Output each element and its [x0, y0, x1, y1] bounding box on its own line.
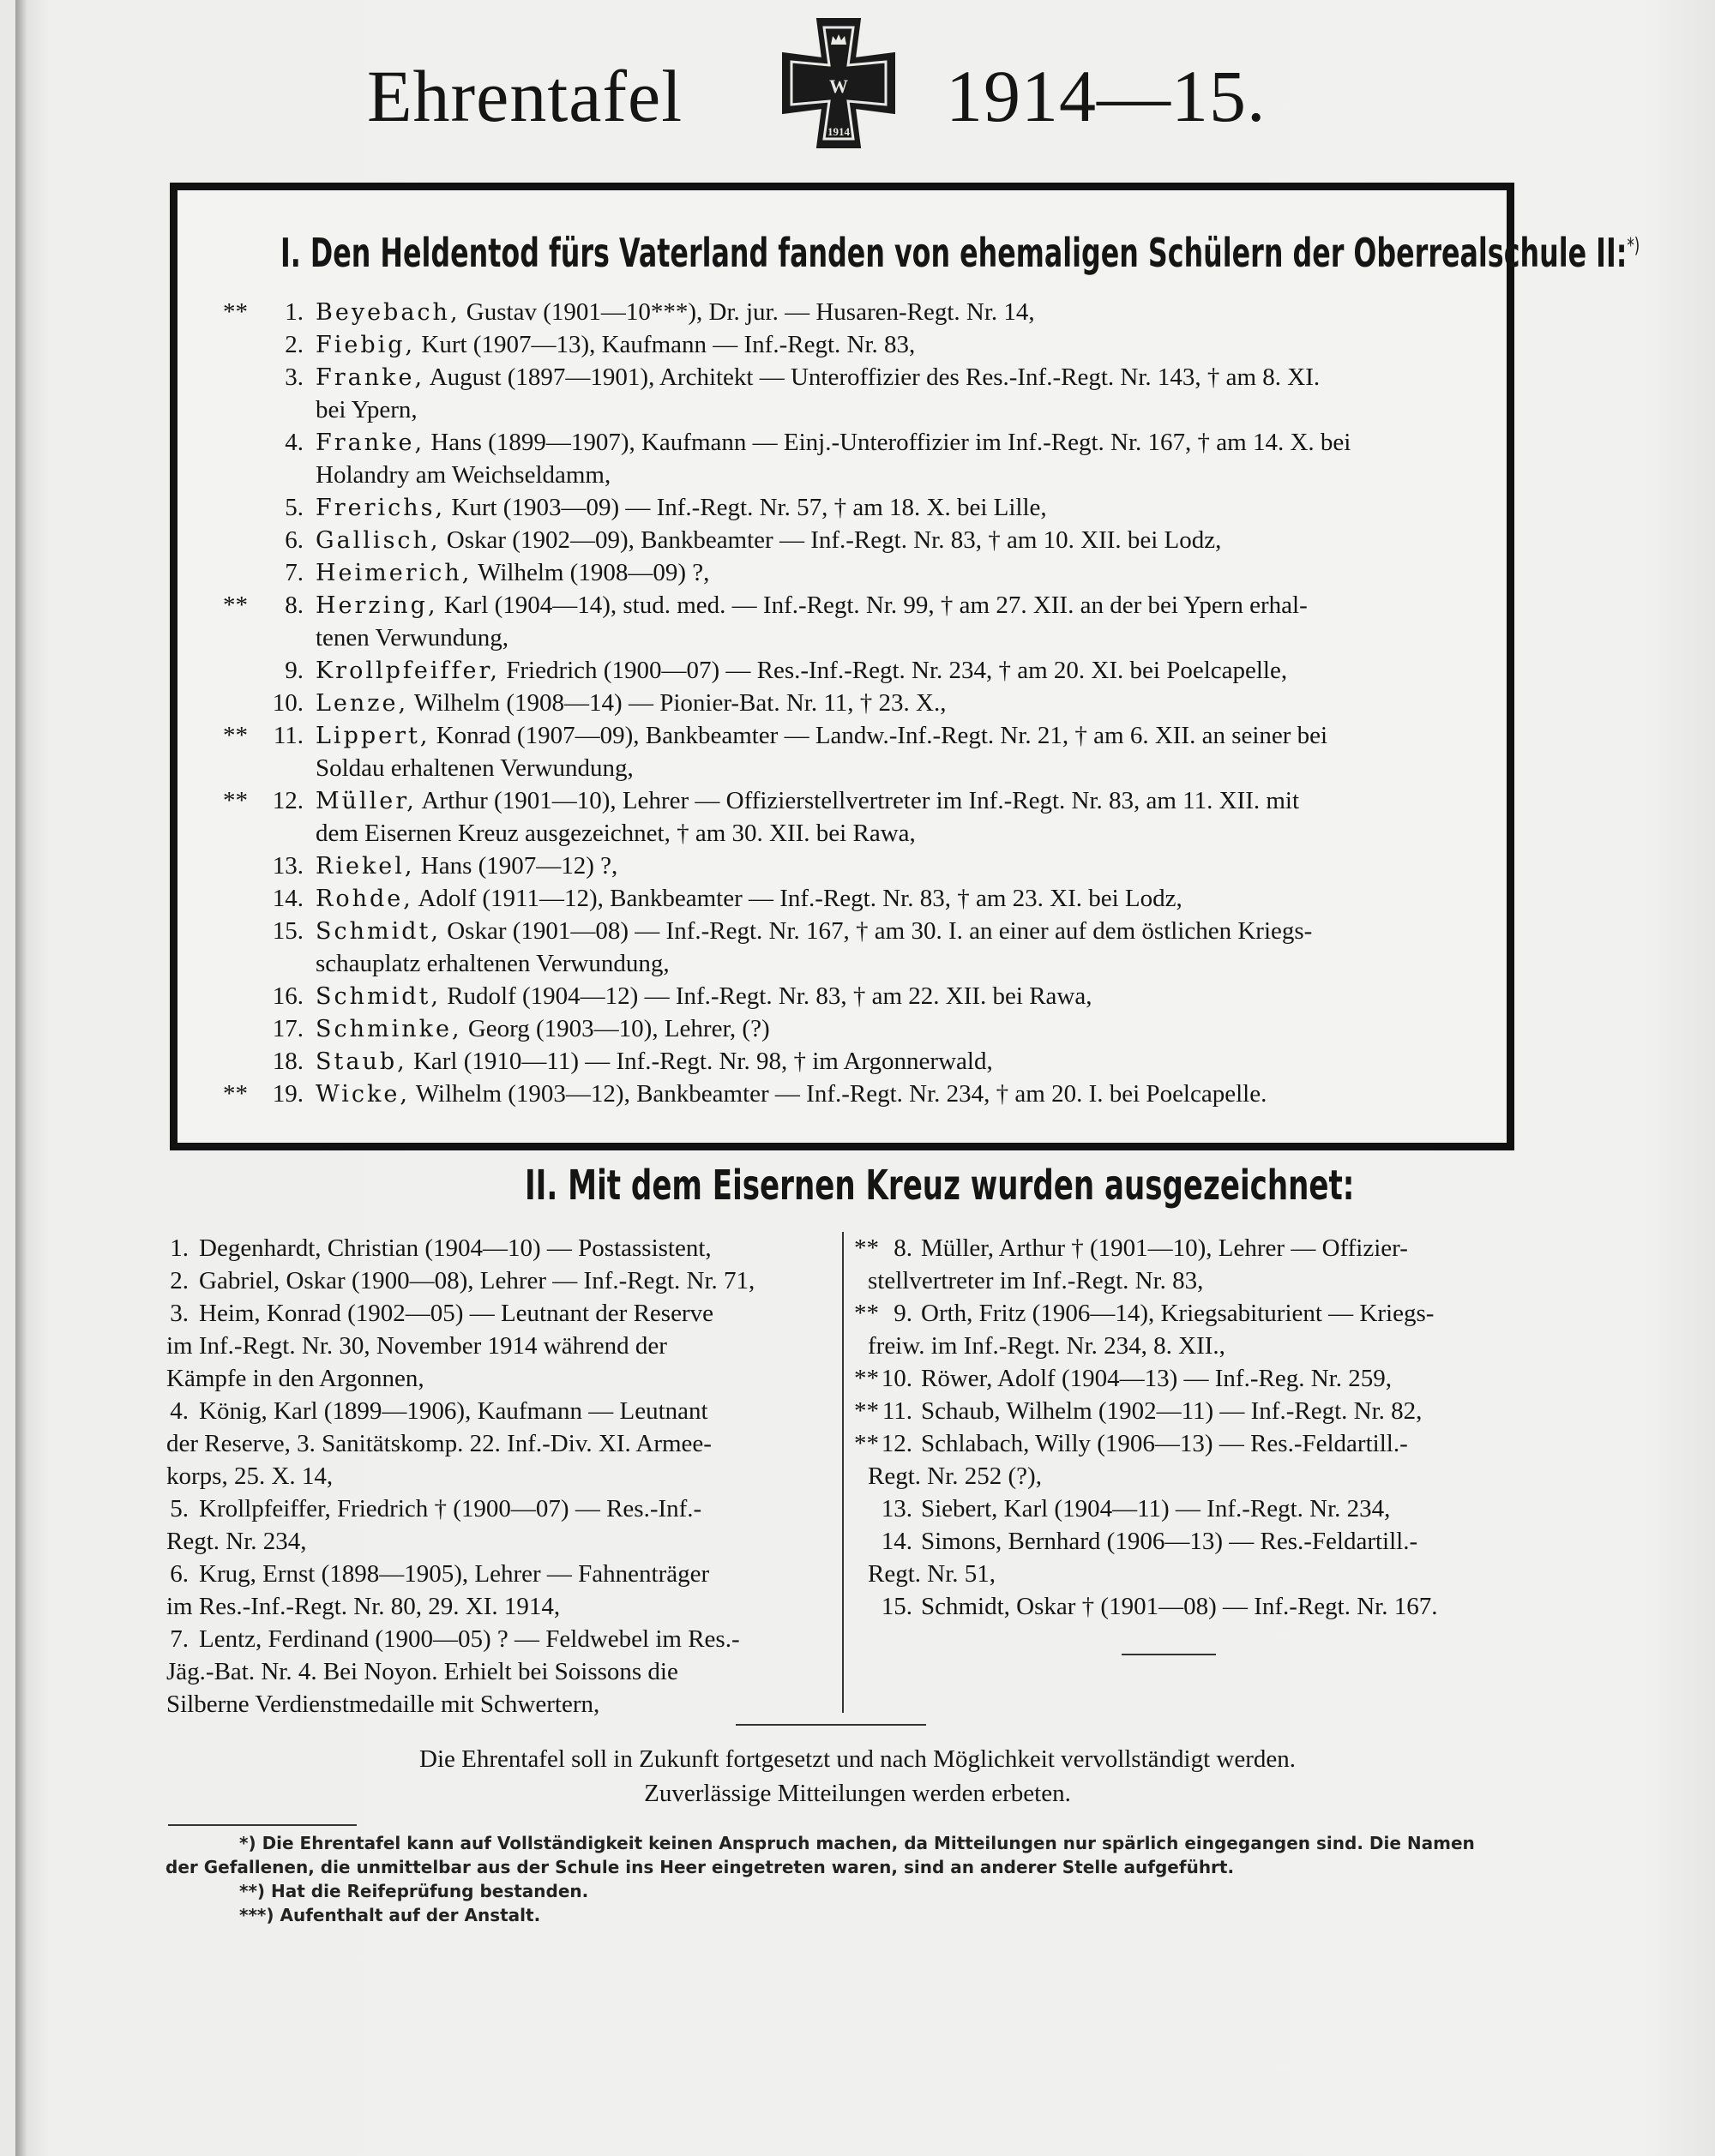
- surname: Wicke,: [316, 1081, 410, 1108]
- section2-heading: [525, 1162, 1354, 1210]
- entry-details: Friedrich (1900—07) — Res.-Inf.-Regt. Nr. 234, † am 20. XI. bei Poelcapelle,: [506, 657, 1288, 684]
- entry-number: 15.: [881, 1593, 912, 1620]
- entry-continuation: tenen Verwundung,: [316, 624, 508, 652]
- surname: Schmidt,: [316, 918, 441, 945]
- entry-text: [316, 426, 1351, 459]
- entry-number: 1.: [285, 298, 304, 326]
- reifepruefung-mark: **: [223, 1080, 248, 1108]
- section2-heading-text: II. Mit dem Eisernen Kreuz wurden ausgezeichnet:: [525, 1162, 1355, 1210]
- surname: Beyebach,: [316, 299, 460, 326]
- section1-heading: [280, 230, 1640, 276]
- entry-line: Siebert, Karl (1904—11) — Inf.-Regt. Nr. 234,: [921, 1495, 1391, 1522]
- entry-continuation: bei Ypern,: [316, 396, 418, 423]
- entry-details: August (1897—1901), Architekt — Unteroffizier des Res.-Inf.-Regt. Nr. 143, † am 8. XI.: [429, 363, 1321, 391]
- section-end-rule: [736, 1724, 926, 1726]
- entry-number: 8.: [894, 1234, 912, 1262]
- entry-number: 15.: [272, 917, 304, 945]
- entry-line: Röwer, Adolf (1904—13) — Inf.-Reg. Nr. 259,: [921, 1365, 1392, 1392]
- entry-continuation: Soldau erhaltenen Verwundung,: [316, 754, 634, 782]
- surname: Lippert,: [316, 723, 430, 749]
- entry-line: Regt. Nr. 51,: [868, 1560, 996, 1588]
- iron-cross-icon: [766, 15, 912, 151]
- entry-text: [316, 1078, 1267, 1111]
- entry-number: 18.: [272, 1048, 304, 1075]
- entry-details: Hans (1899—1907), Kaufmann — Einj.-Unteroffizier im Inf.-Regt. Nr. 167, † am 14. X. bei: [430, 429, 1351, 456]
- surname: Heimerich,: [316, 560, 472, 586]
- reifepruefung-mark: **: [223, 592, 248, 619]
- surname: Krollpfeiffer,: [316, 658, 500, 684]
- entry-continuation: dem Eisernen Kreuz ausgezeichnet, † am 30. XII. bei Rawa,: [316, 820, 916, 847]
- closing-line-2: Zuverlässige Mitteilungen werden erbeten.: [644, 1780, 1071, 1807]
- entry-details: Rudolf (1904—12) — Inf.-Regt. Nr. 83, † am 22. XII. bei Rawa,: [447, 982, 1092, 1010]
- entry-details: Kurt (1907—13), Kaufmann — Inf.-Regt. Nr. 83,: [421, 331, 916, 358]
- entry-continuation: schauplatz erhaltenen Verwundung,: [316, 950, 670, 977]
- entry-details: Wilhelm (1903—12), Bankbeamter — Inf.-Regt. Nr. 234, † am 20. I. bei Poelcapelle.: [415, 1080, 1267, 1108]
- entry-line: korps, 25. X. 14,: [166, 1462, 334, 1490]
- entry-line: Lentz, Ferdinand (1900—05) ? — Feldwebel im Res.-: [199, 1625, 740, 1653]
- entry-number: 4.: [285, 429, 304, 456]
- entry-line: im Inf.-Regt. Nr. 30, November 1914 während der: [166, 1332, 667, 1360]
- entry-text: [316, 296, 1035, 329]
- entry-number: 9.: [285, 657, 304, 684]
- entry-details: Oskar (1901—08) — Inf.-Regt. Nr. 167, † am 30. I. an einer auf dem östlichen Kriegs-: [447, 917, 1313, 945]
- entry-number: 14.: [272, 885, 304, 912]
- right-column-end-rule: [1122, 1654, 1216, 1655]
- entry-details: Karl (1910—11) — Inf.-Regt. Nr. 98, † im Argonnerwald,: [412, 1048, 993, 1075]
- entry-details: Hans (1907—12) ?,: [420, 852, 618, 880]
- entry-details: Oskar (1902—09), Bankbeamter — Inf.-Regt. Nr. 83, † am 10. XII. bei Lodz,: [446, 526, 1222, 554]
- entry-number: 2.: [285, 331, 304, 358]
- entry-text: [316, 719, 1327, 753]
- entry-details: Wilhelm (1908—14) — Pionier-Bat. Nr. 11, † 23. X.,: [413, 689, 947, 717]
- entry-text: [316, 361, 1320, 394]
- surname: Schmidt,: [316, 983, 441, 1010]
- reifepruefung-mark: **: [223, 722, 248, 749]
- entry-continuation: Holandry am Weichseldamm,: [316, 461, 611, 489]
- entry-number: 12.: [272, 787, 304, 814]
- entry-number: 13.: [881, 1495, 912, 1522]
- page-crease: [15, 0, 27, 2156]
- entry-number: 13.: [272, 852, 304, 880]
- entry-details: Adolf (1911—12), Bankbeamter — Inf.-Regt. Nr. 83, † am 23. XI. bei Lodz,: [418, 885, 1182, 912]
- entry-text: [316, 524, 1221, 557]
- entry-line: Kämpfe in den Argonnen,: [166, 1365, 424, 1392]
- cross-year: 1914: [827, 125, 850, 138]
- entry-text: [316, 687, 946, 720]
- surname: Riekel,: [316, 853, 415, 880]
- entry-number: 11.: [273, 722, 304, 749]
- entry-text: [316, 491, 1047, 525]
- entry-text: [316, 589, 1308, 622]
- closing-line-1: Die Ehrentafel soll in Zukunft fortgesetzt und nach Möglichkeit vervollständigt werden.: [419, 1745, 1296, 1773]
- surname: Franke,: [316, 364, 425, 391]
- entry-line: Degenhardt, Christian (1904—10) — Postassistent,: [199, 1234, 712, 1262]
- entry-text: [316, 328, 915, 362]
- entry-details: Gustav (1901—10***), Dr. jur. — Husaren-Regt. Nr. 14,: [466, 298, 1035, 326]
- entry-line: Heim, Konrad (1902—05) — Leutnant der Reserve: [199, 1300, 713, 1327]
- entry-line: Krollpfeiffer, Friedrich † (1900—07) — Res.-Inf.-: [199, 1495, 702, 1522]
- surname: Fiebig,: [316, 332, 416, 358]
- entry-text: [316, 784, 1299, 818]
- entry-number: 5.: [285, 494, 304, 521]
- entry-number: 19.: [272, 1080, 304, 1108]
- entry-text: [316, 915, 1312, 948]
- entry-line: Krug, Ernst (1898—1905), Lehrer — Fahnenträger: [199, 1560, 710, 1588]
- entry-details: Kurt (1903—09) — Inf.-Regt. Nr. 57, † am 18. X. bei Lille,: [451, 494, 1047, 521]
- entry-line: stellvertreter im Inf.-Regt. Nr. 83,: [868, 1267, 1204, 1294]
- surname: Müller,: [316, 788, 417, 814]
- surname: Rohde,: [316, 886, 413, 912]
- entry-details: Georg (1903—10), Lehrer, (?): [467, 1015, 770, 1042]
- entry-number: 17.: [272, 1015, 304, 1042]
- entry-text: [316, 556, 709, 590]
- footnote-rule: [168, 1824, 357, 1826]
- entry-text: [316, 1045, 993, 1078]
- entry-line: Müller, Arthur † (1901—10), Lehrer — Offizier-: [921, 1234, 1408, 1262]
- section1-heading-footnote-mark: *): [1627, 233, 1640, 258]
- entry-line: Silberne Verdienstmedaille mit Schwertern,: [166, 1691, 600, 1718]
- surname: Staub,: [316, 1048, 407, 1075]
- entry-line: Schaub, Wilhelm (1902—11) — Inf.-Regt. Nr. 82,: [921, 1397, 1423, 1425]
- entry-line: Regt. Nr. 234,: [166, 1528, 307, 1555]
- entry-number: 6.: [170, 1560, 189, 1588]
- entry-details: Wilhelm (1908—09) ?,: [478, 559, 710, 586]
- reifepruefung-mark: **: [223, 298, 248, 326]
- entry-line: Schlabach, Willy (1906—13) — Res.-Feldartill.-: [921, 1430, 1408, 1457]
- reifepruefung-mark: **: [854, 1365, 879, 1392]
- entry-text: [316, 850, 617, 883]
- reifepruefung-mark: **: [854, 1430, 879, 1457]
- entry-text: [316, 882, 1182, 916]
- entry-text: [316, 1012, 770, 1046]
- footnote-1-cont: der Gefallenen, die unmittelbar aus der Schule ins Heer eingetreten waren, sind an anderer Stelle aufgeführt.: [165, 1857, 1235, 1877]
- title-years: 1914—15.: [946, 55, 1267, 137]
- entry-line: Regt. Nr. 252 (?),: [868, 1462, 1042, 1490]
- entry-number: 5.: [170, 1495, 189, 1522]
- title-word: Ehrentafel: [367, 55, 683, 137]
- column-divider: [842, 1232, 844, 1713]
- entry-text: [316, 980, 1092, 1013]
- entry-number: 10.: [881, 1365, 912, 1392]
- entry-number: 14.: [881, 1528, 912, 1555]
- entry-number: 8.: [285, 592, 304, 619]
- entry-line: freiw. im Inf.-Regt. Nr. 234, 8. XII.,: [868, 1332, 1225, 1360]
- entry-text: [316, 654, 1287, 688]
- footnote-3: ***) Aufenthalt auf der Anstalt.: [239, 1905, 541, 1925]
- entry-number: 7.: [285, 559, 304, 586]
- reifepruefung-mark: **: [223, 787, 248, 814]
- entry-line: Gabriel, Oskar (1900—08), Lehrer — Inf.-Regt. Nr. 71,: [199, 1267, 755, 1294]
- surname: Gallisch,: [316, 527, 441, 554]
- surname: Franke,: [316, 429, 425, 456]
- reifepruefung-mark: **: [854, 1300, 879, 1327]
- entry-line: Jäg.-Bat. Nr. 4. Bei Noyon. Erhielt bei Soissons die: [166, 1658, 678, 1685]
- surname: Frerichs,: [316, 495, 446, 521]
- entry-number: 4.: [170, 1397, 189, 1425]
- entry-details: Arthur (1901—10), Lehrer — Offizierstellvertreter im Inf.-Regt. Nr. 83, am 11. XII. mit: [421, 787, 1300, 814]
- entry-line: König, Karl (1899—1906), Kaufmann — Leutnant: [199, 1397, 708, 1425]
- entry-number: 2.: [170, 1267, 189, 1294]
- entry-number: 10.: [272, 689, 304, 717]
- entry-details: Karl (1904—14), stud. med. — Inf.-Regt. Nr. 99, † am 27. XII. an der bei Ypern erhal-: [443, 592, 1308, 619]
- entry-number: 16.: [272, 982, 304, 1010]
- entry-number: 9.: [894, 1300, 912, 1327]
- entry-number: 1.: [170, 1234, 189, 1262]
- section1-heading-text: I. Den Heldentod fürs Vaterland fanden von ehemaligen Schülern der Oberrealschule II:: [280, 230, 1628, 276]
- surname: Schminke,: [316, 1016, 462, 1042]
- footnote-2: **) Hat die Reifeprüfung bestanden.: [239, 1881, 589, 1901]
- entry-number: 12.: [881, 1430, 912, 1457]
- reifepruefung-mark: **: [854, 1397, 879, 1425]
- surname: Herzing,: [316, 592, 438, 619]
- entry-number: 11.: [882, 1397, 912, 1425]
- cross-letter: W: [829, 75, 848, 97]
- entry-line: Simons, Bernhard (1906—13) — Res.-Feldartill.-: [921, 1528, 1418, 1555]
- surname: Lenze,: [316, 690, 409, 717]
- entry-number: 3.: [170, 1300, 189, 1327]
- entry-number: 7.: [170, 1625, 189, 1653]
- entry-line: Schmidt, Oskar † (1901—08) — Inf.-Regt. Nr. 167.: [921, 1593, 1438, 1620]
- entry-number: 3.: [285, 363, 304, 391]
- entry-line: im Res.-Inf.-Regt. Nr. 80, 29. XI. 1914,: [166, 1593, 561, 1620]
- reifepruefung-mark: **: [854, 1234, 879, 1262]
- footnote-1: *) Die Ehrentafel kann auf Vollständigkeit keinen Anspruch machen, da Mitteilungen nur spärlich eingegangen sind. Die Namen: [239, 1833, 1475, 1853]
- entry-number: 6.: [285, 526, 304, 554]
- entry-line: Orth, Fritz (1906—14), Kriegsabiturient — Kriegs-: [921, 1300, 1435, 1327]
- entry-line: der Reserve, 3. Sanitätskomp. 22. Inf.-Div. XI. Armee-: [166, 1430, 712, 1457]
- entry-details: Konrad (1907—09), Bankbeamter — Landw.-Inf.-Regt. Nr. 21, † am 6. XII. an seiner bei: [436, 722, 1328, 749]
